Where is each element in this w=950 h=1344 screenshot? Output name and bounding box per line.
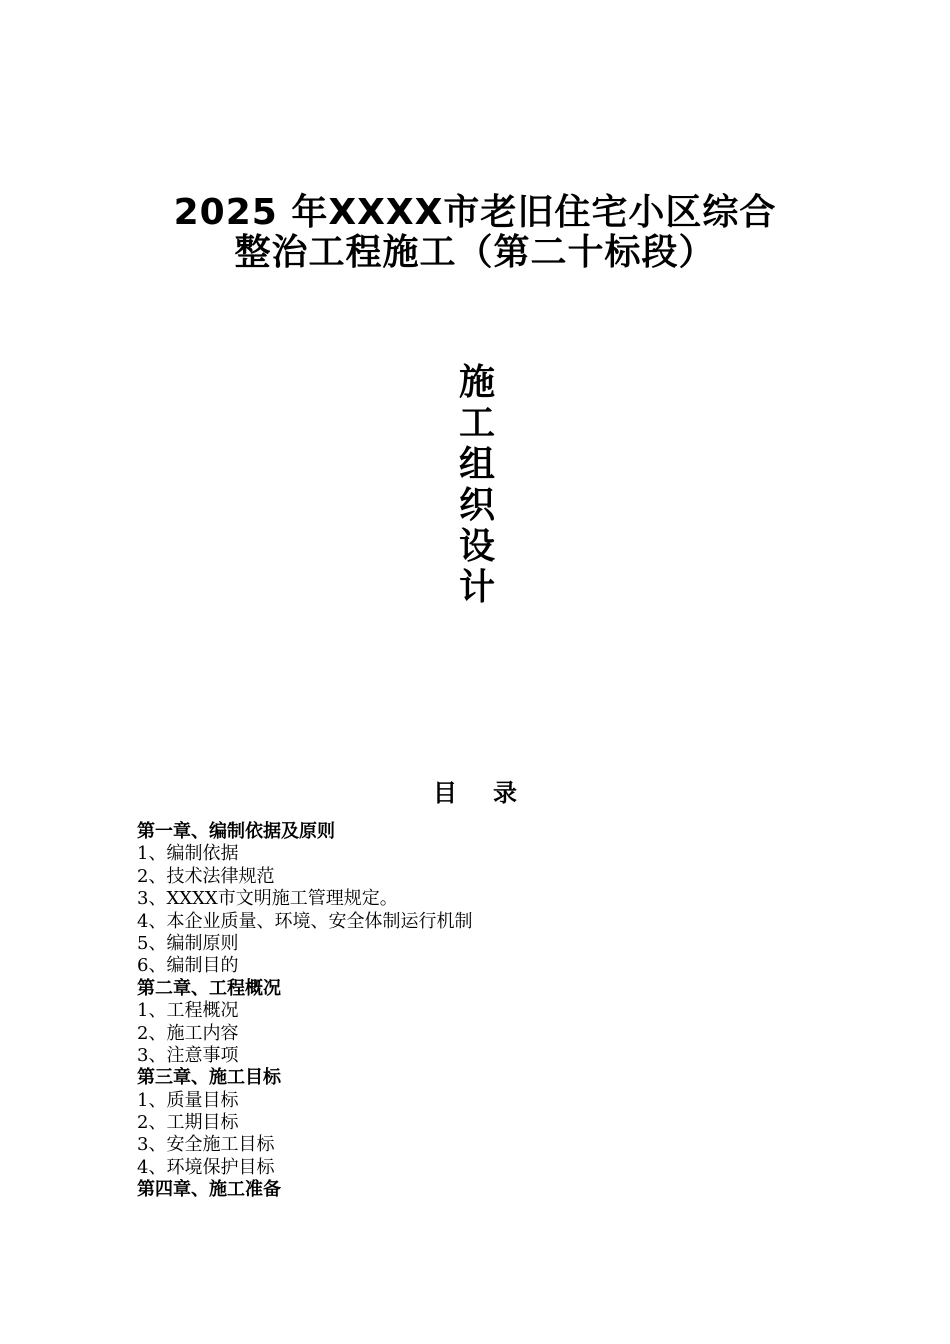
toc-heading: 目录 [433,778,553,807]
document-type-char: 施 [458,361,495,403]
toc-chapter: 第四章、施工准备 [137,1179,281,1201]
toc-item: 5、编制原则 [137,932,239,954]
toc-item: 4、环境保护目标 [137,1156,275,1178]
toc-item: 2、工期目标 [137,1112,239,1134]
document-type-char: 组 [458,443,495,485]
document-type-vertical-title [455,362,499,608]
toc-item: 1、工程概况 [137,1000,239,1022]
toc-item: 1、编制依据 [137,843,239,865]
toc-item: 3、XXXX市文明施工管理规定。 [137,888,398,910]
document-type-char: 织 [458,484,495,526]
toc-item: 3、安全施工目标 [137,1134,275,1156]
table-of-contents [137,821,857,1202]
toc-chapter: 第三章、施工目标 [137,1067,281,1089]
document-type-char: 计 [458,566,495,608]
project-title-line-1: 2025 年XXXX市老旧住宅小区综合 [173,192,777,233]
document-type-char: 设 [458,525,495,567]
project-title-line-2: 整治工程施工（第二十标段） [234,232,716,273]
toc-item: 4、本企业质量、环境、安全体制运行机制 [137,910,473,932]
toc-item: 2、施工内容 [137,1022,239,1044]
document-type-char: 工 [458,402,495,444]
toc-item: 6、编制目的 [137,955,239,977]
toc-chapter: 第二章、工程概况 [137,977,281,999]
project-title [0,193,950,273]
toc-chapter: 第一章、编制依据及原则 [137,821,335,842]
toc-item: 2、技术法律规范 [137,865,275,887]
toc-item: 3、注意事项 [137,1044,239,1066]
toc-item: 1、质量目标 [137,1089,239,1111]
